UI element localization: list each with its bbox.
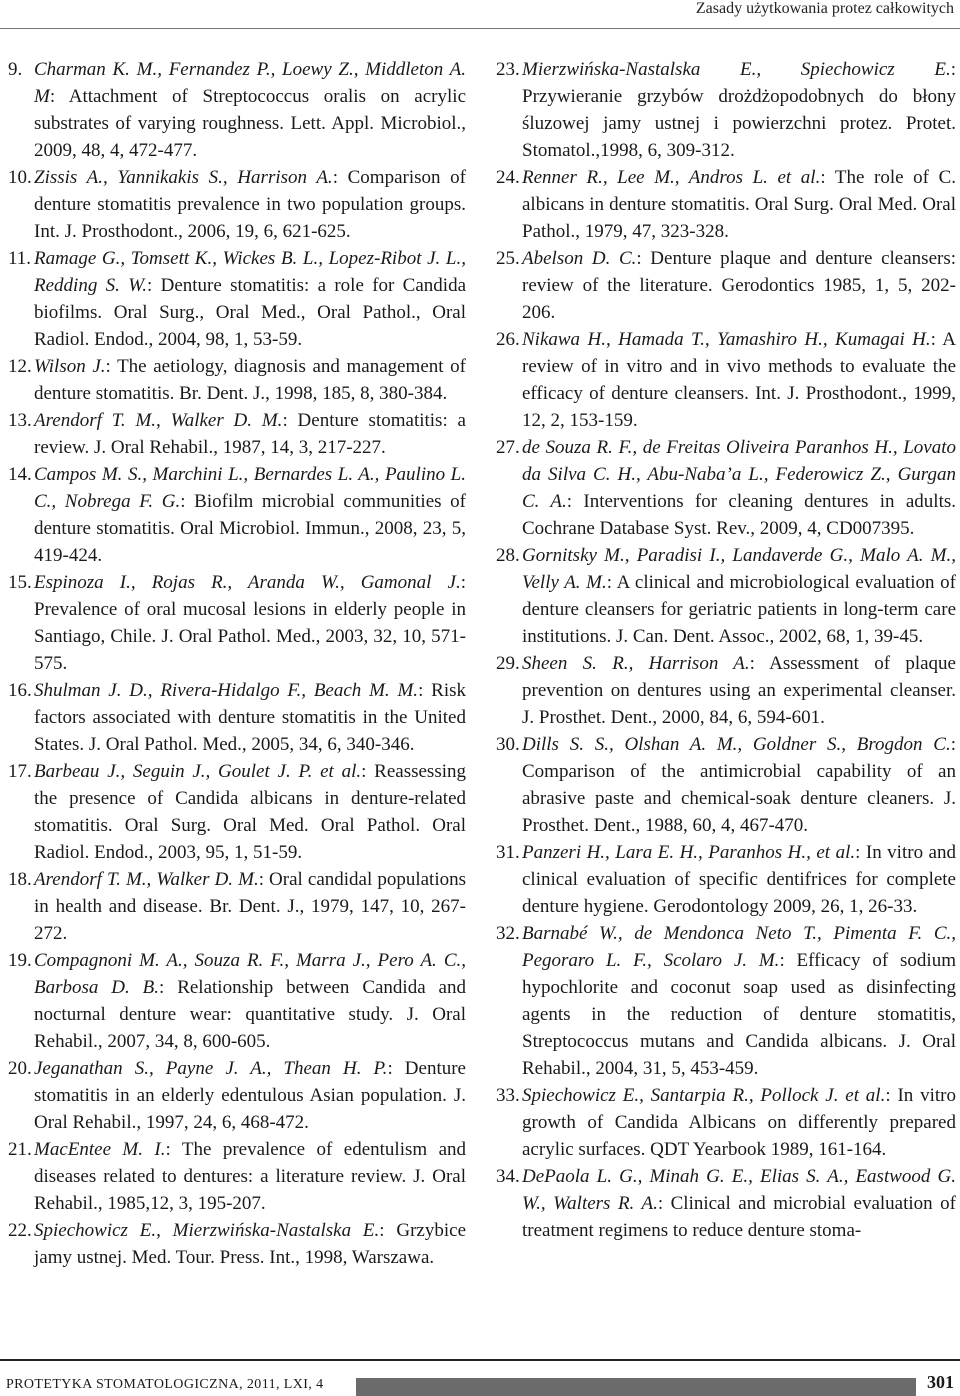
reference-details: : A review of in vitro and in vivo methods to evaluate the efficacy of denture cleansers. Int. J. Prosthodont., 1999, 12, 2, 153-159. [522,329,957,431]
reference-item [496,434,956,542]
references-right-column [496,56,956,1244]
reference-item [496,1082,956,1163]
reference-details: : Attachment of Streptococcus oralis on acrylic substrates of varying roughness. Lett. Appl. Microbiol., 2009, 48, 4, 472-477. [34,86,466,161]
reference-item [496,245,956,326]
reference-authors: de Souza R. F., de Freitas Oliveira Paranhos H., Lovato da Silva C. H., Abu-Naba’a L., Federowicz Z., Gurgan C. A. [522,437,956,512]
reference-number: 32. [496,923,520,944]
reference-authors: Spiechowicz E., Santarpia R., Pollock J. et al. [522,1085,886,1106]
reference-item [8,56,466,164]
running-title: Zasady użytkowania protez całkowitych [695,0,954,17]
reference-item [496,920,956,1082]
reference-item [8,461,466,569]
reference-number: 25. [496,248,520,269]
reference-number: 15. [8,572,32,593]
reference-details: : Przywieranie grzybów drożdżopodobnych do błony śluzowej jamy ustnej i powierzchni protez. Protet. Stomatol.,1998, 6, 309-312. [522,59,956,161]
reference-item [8,245,466,353]
reference-authors: DePaola L. G., Minah G. E., Elias S. A., Eastwood G. W., Walters R. A. [522,1166,956,1214]
reference-number: 28. [496,545,520,566]
reference-item [8,758,466,866]
reference-details: : Risk factors associated with denture stomatitis in the United States. J. Oral Pathol. Med., 2005, 34, 6, 340-346. [34,680,466,755]
reference-authors: MacEntee M. I. [34,1139,166,1160]
footer-bar [356,1378,916,1396]
reference-details: : The role of C. albicans in denture stomatitis. Oral Surg. Oral Med. Oral Pathol., 1979, 47, 323-328. [522,167,957,242]
reference-number: 16. [8,680,32,701]
reference-details: : Efficacy of sodium hypochlorite and coconut soap used as disinfecting agents in the reduction of denture stomatitis, Streptococcus mutans and Candida albicans. J. Oral Rehabil., 2004, 31, 5, 453-459. [522,950,956,1079]
reference-details: : Assessment of plaque prevention on dentures using an experimental cleanser. J. Prosthet. Dent., 2000, 84, 6, 594-601. [522,653,956,728]
reference-details: : Clinical and microbial evaluation of treatment regimens to reduce denture stoma- [522,1193,956,1241]
reference-number: 31. [496,842,520,863]
reference-details: : In vitro and clinical evaluation of specific dentifrices for complete denture hygiene. Gerodontology 2009, 26, 1, 26-33. [522,842,956,917]
reference-authors: Dills S. S., Olshan A. M., Goldner S., Brogdon C. [522,734,951,755]
reference-authors: Mierzwińska-Nastalska E., Spiechowicz E. [522,59,951,80]
references-left-column [8,56,466,1271]
reference-number: 29. [496,653,520,674]
reference-authors: Spiechowicz E., Mierzwińska-Nastalska E. [34,1220,380,1241]
reference-number: 22. [8,1220,32,1241]
reference-authors: Arendorf T. M., Walker D. M. [34,869,259,890]
footer-rule [0,1359,960,1361]
header-rule [0,28,960,29]
reference-number: 18. [8,869,32,890]
reference-authors: Barnabé W., de Mendonca Neto T., Pimenta F. C., Pegoraro L. F., Scolaro J. M. [522,923,956,971]
reference-item [8,569,466,677]
reference-item [8,1217,466,1271]
reference-number: 21. [8,1139,32,1160]
reference-details: : The aetiology, diagnosis and management of denture stomatitis. Br. Dent. J., 1998, 185, 8, 380-384. [34,356,466,404]
reference-item [8,1055,466,1136]
reference-item [8,164,466,245]
reference-item [8,407,466,461]
reference-authors: Jeganathan S., Payne J. A., Thean H. P. [34,1058,388,1079]
reference-details: : Reassessing the presence of Candida albicans in denture-related stomatitis. Oral Surg. Oral Med. Oral Pathol. Oral Radiol. Endod., 2003, 95, 1, 51-59. [34,761,466,863]
reference-details: : Denture stomatitis: a review. J. Oral Rehabil., 1987, 14, 3, 217-227. [34,410,466,458]
reference-details: : Biofilm microbial communities of denture stomatitis. Oral Microbiol. Immun., 2008, 23, 5, 419-424. [34,491,466,566]
reference-details: : Interventions for cleaning dentures in adults. Cochrane Database Syst. Rev., 2009, 4, CD007395. [522,491,957,539]
reference-item [8,353,466,407]
reference-details: : Oral candidal populations in health and disease. Br. Dent. J., 1979, 147, 10, 267-272. [34,869,466,944]
reference-number: 12. [8,356,32,377]
reference-number: 26. [496,329,520,350]
reference-details: : Prevalence of oral mucosal lesions in elderly people in Santiago, Chile. J. Oral Pathol. Med., 2003, 32, 10, 571-575. [34,572,466,674]
reference-details: : Comparison of the antimicrobial capability of an abrasive paste and chemical-soak denture cleaners. J. Prosthet. Dent., 1988, 60, 4, 467-470. [522,734,956,836]
reference-item [496,650,956,731]
reference-number: 27. [496,437,520,458]
reference-authors: Campos M. S., Marchini L., Bernardes L. A., Paulino L. C., Nobrega F. G. [34,464,466,512]
reference-number: 10. [8,167,32,188]
reference-item [496,542,956,650]
reference-item [8,677,466,758]
reference-details: : Denture stomatitis: a role for Candida biofilms. Oral Surg., Oral Med., Oral Pathol., Oral Radiol. Endod., 2004, 98, 1, 53-59. [34,275,466,350]
reference-item [496,164,956,245]
reference-details: : Denture plaque and denture cleansers: review of the literature. Gerodontics 1985, 1, 5, 202-206. [522,248,956,323]
reference-number: 19. [8,950,32,971]
reference-authors: Panzeri H., Lara E. H., Paranhos H., et al. [522,842,856,863]
reference-authors: Gornitsky M., Paradisi I., Landaverde G., Malo A. M., Velly A. M. [522,545,956,593]
reference-details: : Comparison of denture stomatitis prevalence in two population groups. Int. J. Prosthodont., 2006, 19, 6, 621-625. [34,167,466,242]
reference-authors: Wilson J. [34,356,106,377]
reference-authors: Nikawa H., Hamada T., Yamashiro H., Kumagai H. [522,329,931,350]
reference-authors: Sheen S. R., Harrison A. [522,653,750,674]
reference-authors: Arendorf T. M., Walker D. M. [34,410,283,431]
reference-details: : Grzybice jamy ustnej. Med. Tour. Press. Int., 1998, Warszawa. [34,1220,466,1268]
reference-item [496,839,956,920]
reference-authors: Abelson D. C. [522,248,637,269]
reference-number: 23. [496,59,520,80]
reference-number: 9. [8,59,23,80]
reference-authors: Renner R., Lee M., Andros L. et al. [522,167,821,188]
reference-details: : The prevalence of edentulism and diseases related to dentures: a literature review. J. Oral Rehabil., 1985,12, 3, 195-207. [34,1139,466,1214]
reference-number: 24. [496,167,520,188]
reference-item [496,326,956,434]
journal-citation: PROTETYKA STOMATOLOGICZNA, 2011, LXI, 4 [6,1377,324,1392]
reference-details: : Denture stomatitis in an elderly edentulous Asian population. J. Oral Rehabil., 1997, 24, 6, 468-472. [34,1058,466,1133]
reference-number: 30. [496,734,520,755]
reference-item [496,731,956,839]
reference-item [496,56,956,164]
reference-number: 14. [8,464,32,485]
reference-details: : Relationship between Candida and nocturnal denture wear: quantitative study. J. Oral Rehabil., 2007, 34, 8, 600-605. [34,977,466,1052]
reference-number: 33. [496,1085,520,1106]
reference-authors: Compagnoni M. A., Souza R. F., Marra J., Pero A. C., Barbosa D. B. [34,950,466,998]
reference-authors: Ramage G., Tomsett K., Wickes B. L., Lopez-Ribot J. L., Redding S. W. [34,248,466,296]
reference-authors: Barbeau J., Seguin J., Goulet J. P. et al. [34,761,362,782]
reference-item [8,866,466,947]
reference-authors: Charman K. M., Fernandez P., Loewy Z., Middleton A. M [34,59,466,107]
reference-item [8,1136,466,1217]
reference-authors: Zissis A., Yannikakis S., Harrison A. [34,167,333,188]
reference-number: 17. [8,761,32,782]
reference-details: : In vitro growth of Candida Albicans on differently prepared acrylic surfaces. QDT Yearbook 1989, 161-164. [522,1085,956,1160]
reference-number: 34. [496,1166,520,1187]
reference-number: 11. [8,248,32,269]
reference-authors: Shulman J. D., Rivera-Hidalgo F., Beach M. M. [34,680,419,701]
reference-item [496,1163,956,1244]
reference-number: 13. [8,410,32,431]
reference-item [8,947,466,1055]
reference-authors: Espinoza I., Rojas R., Aranda W., Gamonal J. [34,572,461,593]
page-number: 301 [927,1372,954,1392]
reference-details: : A clinical and microbiological evaluation of denture cleansers for geriatric patients in long-term care institutions. J. Can. Dent. Assoc., 2002, 68, 1, 39-45. [522,572,957,647]
reference-number: 20. [8,1058,32,1079]
